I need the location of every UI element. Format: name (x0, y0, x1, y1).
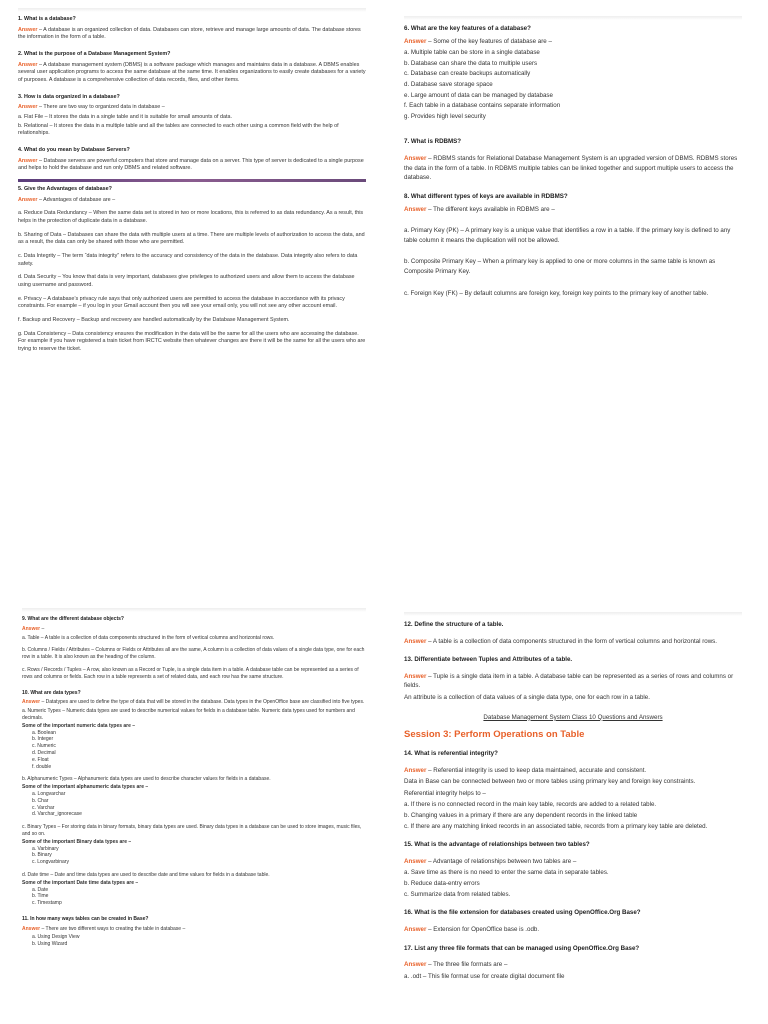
answer-11: Answer – There are two different ways to creating the table in database – (22, 925, 186, 932)
answer-14-item: b. Changing values in a primary if there are any dependent records in the linked table (404, 812, 638, 820)
question-10: 10. What are data types? (22, 689, 81, 696)
question-1: 1. What is a database? (18, 16, 76, 22)
numeric-type: a. Boolean (32, 729, 56, 736)
answer-9: Answer – (22, 625, 45, 632)
answer-6-item: c. Database can create backups automatically (404, 70, 531, 78)
session-heading: Session 3: Perform Operations on Table (404, 729, 585, 741)
binary-type: b. Binary (32, 852, 52, 859)
answer-6-item: g. Provides high level security (404, 112, 486, 120)
answer-5-item: c. Data Integrity – The term “data integrity” refers to the accuracy and consistency of the data in the database. Data integrity also refers to data safety. (18, 253, 358, 267)
numeric-types-heading: Some of the important numeric data types are – (22, 722, 136, 729)
answer-1: Answer – A database is an organized collection of data. Databases can store, retrieve and manage large amounts of data. The database stores the information in the form of a table. (18, 26, 361, 41)
answer-15-item: b. Reduce data-entry errors (404, 880, 480, 888)
answer-label: Answer (22, 925, 41, 932)
answer-3-item: a. Flat File – It stores the data in a single table and it is suitable for small amounts of data. (18, 114, 232, 121)
question-11: 11. In how many ways tables can be created in Base? (22, 915, 149, 922)
answer-6-item: e. Large amount of data can be managed by database (404, 91, 553, 99)
alphanumeric-type: d. Varchar_ignorecase (32, 811, 82, 818)
numeric-type: d. Decimal (32, 749, 56, 756)
answer-label: Answer (404, 961, 427, 969)
answer-13-extra: An attribute is a collection of data values of a single data type, one for each row in a table. (404, 694, 650, 702)
question-8: 8. What different types of keys are available in RDBMS? (404, 192, 568, 200)
answer-label: Answer (404, 205, 427, 213)
question-4: 4. What do you mean by Database Servers? (18, 147, 130, 154)
question-13: 13. Differentiate between Tuples and Attributes of a table. (404, 656, 573, 664)
answer-14-item: a. If there is no connected record in the main key table, records are added to a related table. (404, 801, 657, 809)
alphanumeric-type: b. Char (32, 797, 49, 804)
alphanumeric-type: a. Longvarchar (32, 790, 66, 797)
binary-types-intro: c. Binary Types – For storing data in binary formats, binary data types are used. Binary data types in a database can be used to store images, music files, and so on. (22, 824, 362, 837)
answer-5-item: d. Data Security – You know that data is very important, databases give privileges to authorized users and allow them to access the database using username and password. (18, 274, 355, 289)
date-type: c. Timestamp (32, 900, 62, 907)
question-5: 5. Give the Advantages of database? (18, 186, 112, 193)
answer-5-item: a. Reduce Data Redundancy – When the same data set is stored in two or more locations, this is referred to as data redundancy. As a result, this helps in the protection of duplicate data in a database. (18, 210, 364, 225)
alphanumeric-type: c. Varchar (32, 804, 55, 811)
answer-6-item: f. Each table in a database contains separate information (404, 102, 561, 110)
answer-14: Answer – Referential integrity is used to keep data maintained, accurate and consistent. (404, 766, 647, 774)
question-15: 15. What is the advantage of relationships between two tables? (404, 841, 590, 849)
answer-label: Answer (404, 37, 427, 45)
alphanumeric-types-heading: Some of the important alphanumeric data types are – (22, 784, 149, 791)
numeric-type: c. Numeric (32, 743, 56, 750)
answer-5-item: b. Sharing of Data – Databases can share the data with multiple users at a time. There are multiple levels of authorization to access the data, and as a result, the data can only be shared with those who are permitted. (18, 231, 365, 246)
question-14: 14. What is referential integrity? (404, 749, 498, 757)
answer-8: Answer – The different keys available in RDBMS are – (404, 205, 555, 213)
answer-15: Answer – Advantage of relationships between two tables are – (404, 857, 577, 865)
question-7: 7. What is RDBMS? (404, 138, 462, 146)
answer-16: Answer – Extension for OpenOffice base is .odb. (404, 925, 540, 933)
answer-6-item: d. Database save storage space (404, 81, 493, 89)
answer-label: Answer (18, 104, 38, 111)
answer-14-extra: Data in Base can be connected between two or more tables using primary key and foreign key constraints. (404, 778, 696, 786)
question-9: 9. What are the different database objects? (22, 616, 124, 622)
date-types-heading: Some of the important Date time data types are – (22, 879, 139, 886)
answer-label: Answer (18, 26, 38, 33)
numeric-type: f. double (32, 763, 52, 770)
answer-label: Answer (22, 625, 41, 632)
answer-8-item: a. Primary Key (PK) – A primary key is a unique value that identifies a row in a table. If the primary key is defined to any table column it means the duplication will not be allowed. (404, 227, 731, 244)
date-type: b. Time (32, 893, 49, 900)
question-12: 12. Define the structure of a table. (404, 621, 504, 628)
answer-label: Answer (18, 157, 38, 164)
answer-6-item: b. Database can share the data to multiple users (404, 59, 538, 67)
answer-5-item: g. Data Consistency – Data consistency ensures the modification in the data will be the same for all the users who are accessing the database. For example if you have registered a train ticket from IRCTC website then whatever changes are there it will be the same for all the users who are trying to reserve the ticket. (18, 330, 366, 353)
page-panel-1 (18, 8, 366, 460)
page-panel-2 (404, 16, 742, 356)
answer-13: Answer – Tuple is a single data item in a table. A database table can be represented as a series of rows and columns or fields. (404, 672, 734, 690)
answer-6: Answer – Some of the key features of database are – (404, 37, 552, 45)
date-types-intro: d. Date time – Date and time data types are used to describe date and time values for fields in a database table. (22, 871, 270, 878)
answer-5: Answer – Advantages of database are – (18, 196, 116, 203)
question-2: 2. What is the purpose of a Database Management System? (18, 51, 171, 58)
answer-label: Answer (404, 637, 427, 645)
answer-12: Answer – A table is a collection of data components structured in the form of vertical columns and horizontal rows. (404, 637, 717, 645)
answer-17: Answer – The three file formats are – (404, 961, 508, 969)
answer-label: Answer (22, 699, 41, 706)
answer-17-item: a. .odt – This file format use for create digital document file (404, 972, 565, 980)
answer-5-item: f. Backup and Recovery – Backup and recovery are handled automatically by the Database Management System. (18, 317, 290, 324)
numeric-type: b. Integer (32, 736, 54, 743)
answer-9-item: a. Table – A table is a collection of data components structured in the form of vertical columns and horizontal rows. (22, 634, 275, 641)
answer-8-item: c. Foreign Key (FK) – By default columns are foreign key, foreign key points to the primary key of another table. (404, 289, 709, 297)
answer-5-item: e. Privacy – A database’s privacy rule says that only authorized users are permitted to access the database in accordance with its privacy constraints. For example – if you log in your Gmail account then you will see your email only, you will not see any other account email. (18, 295, 345, 310)
answer-label: Answer (18, 61, 38, 68)
alphanumeric-types-intro: b. Alphanumeric Types – Alphanumeric data types are used to describe character values for fields in a database. (22, 776, 271, 783)
answer-9-item: c. Rows / Records / Tuples – A row, also known as a Record or Tuple, is a single data item in a table. A database table can be represented as a series of rows and columns or fields. Each row in a table represents a set of related data, and each row has the same structure. (22, 666, 359, 680)
numeric-types-intro: a. Numeric Types – Numeric data types are used to describe numerical values for fields in a database table. Numeric data types used for numbers and decimals. (22, 708, 355, 721)
binary-type: a. Varbinary (32, 845, 59, 852)
answer-9-item: b. Columns / Fields / Attributes – Columns or Fields or Attributes all are the same, A column is a collection of data values of a single data type, one for each row in a table. It is also known as the heading of the column. (22, 647, 365, 661)
table-creation-method: a. Using Design View (32, 934, 80, 941)
answer-10: Answer – Datatypes are used to define the type of data that will be stored in the database. Data types in the OpenOffice base are classified into five types. (22, 699, 365, 706)
answer-6-item: a. Multiple table can be store in a single database (404, 49, 540, 57)
binary-type: c. Longvarbinary (32, 859, 69, 866)
binary-types-heading: Some of the important Binary data types are – (22, 838, 132, 845)
table-creation-method: b. Using Wizard (32, 941, 68, 948)
answer-label: Answer (404, 672, 427, 680)
answer-label: Answer (404, 155, 427, 163)
answer-14-heading: Referential integrity helps to – (404, 789, 486, 797)
answer-14-item: c. If there are any matching linked records in an associated table, records from a primary key table are deleted. (404, 822, 708, 830)
question-17: 17. List any three file formats that can be managed using OpenOffice.Org Base? (404, 944, 640, 952)
answer-7: Answer – RDBMS stands for Relational Database Management System is an upgraded version of DBMS. RDBMS stores the data in the form of a table. In RDBMS multiple tables can be linked together and support multiple users to access the database. (404, 155, 738, 182)
answer-label: Answer (18, 196, 38, 203)
numeric-type: e. Float (32, 756, 49, 763)
answer-3-item: b. Relational – It stores the data in a multiple table and all the tables are connected to each other using a common field with the help of relationships. (18, 122, 339, 137)
answer-15-item: a. Save time as there is no need to enter the same data in separate tables. (404, 869, 609, 877)
answer-8-item: b. Composite Primary Key – When a primary key is applied to one or more columns in the same table is known as Composite Primary Key. (404, 258, 716, 275)
date-type: a. Date (32, 886, 49, 893)
page-panel-3 (22, 608, 366, 1024)
article-link[interactable]: Database Management System Class 10 Questions and Answers (483, 713, 663, 721)
section-divider (18, 179, 366, 182)
answer-2: Answer – A database management system (DBMS) is a software package which manages and maintains data in a database. A DBMS enables several user application programs to access the same database at the same time. It enables organizations to easily create databases for a variety of purposes. A database is a comprehensive collection of data records, files, and other items. (18, 61, 366, 84)
answer-label: Answer (404, 857, 427, 865)
answer-3: Answer – There are two way to organized data in database – (18, 104, 165, 111)
page-panel-4 (404, 612, 742, 1024)
answer-15-item: c. Summarize data from related tables. (404, 890, 511, 898)
answer-label: Answer (404, 925, 427, 933)
answer-label: Answer (404, 766, 427, 774)
answer-4: Answer – Database servers are powerful computers that store and manage data on a server. This type of server is dedicated to a single purpose and helps to hold the database and run only DBMS and related software. (18, 157, 364, 172)
question-16: 16. What is the file extension for databases created using OpenOffice.Org Base? (404, 909, 641, 917)
question-6: 6. What are the key features of a database? (404, 25, 531, 32)
question-3: 3. How is data organized in a database? (18, 93, 120, 100)
